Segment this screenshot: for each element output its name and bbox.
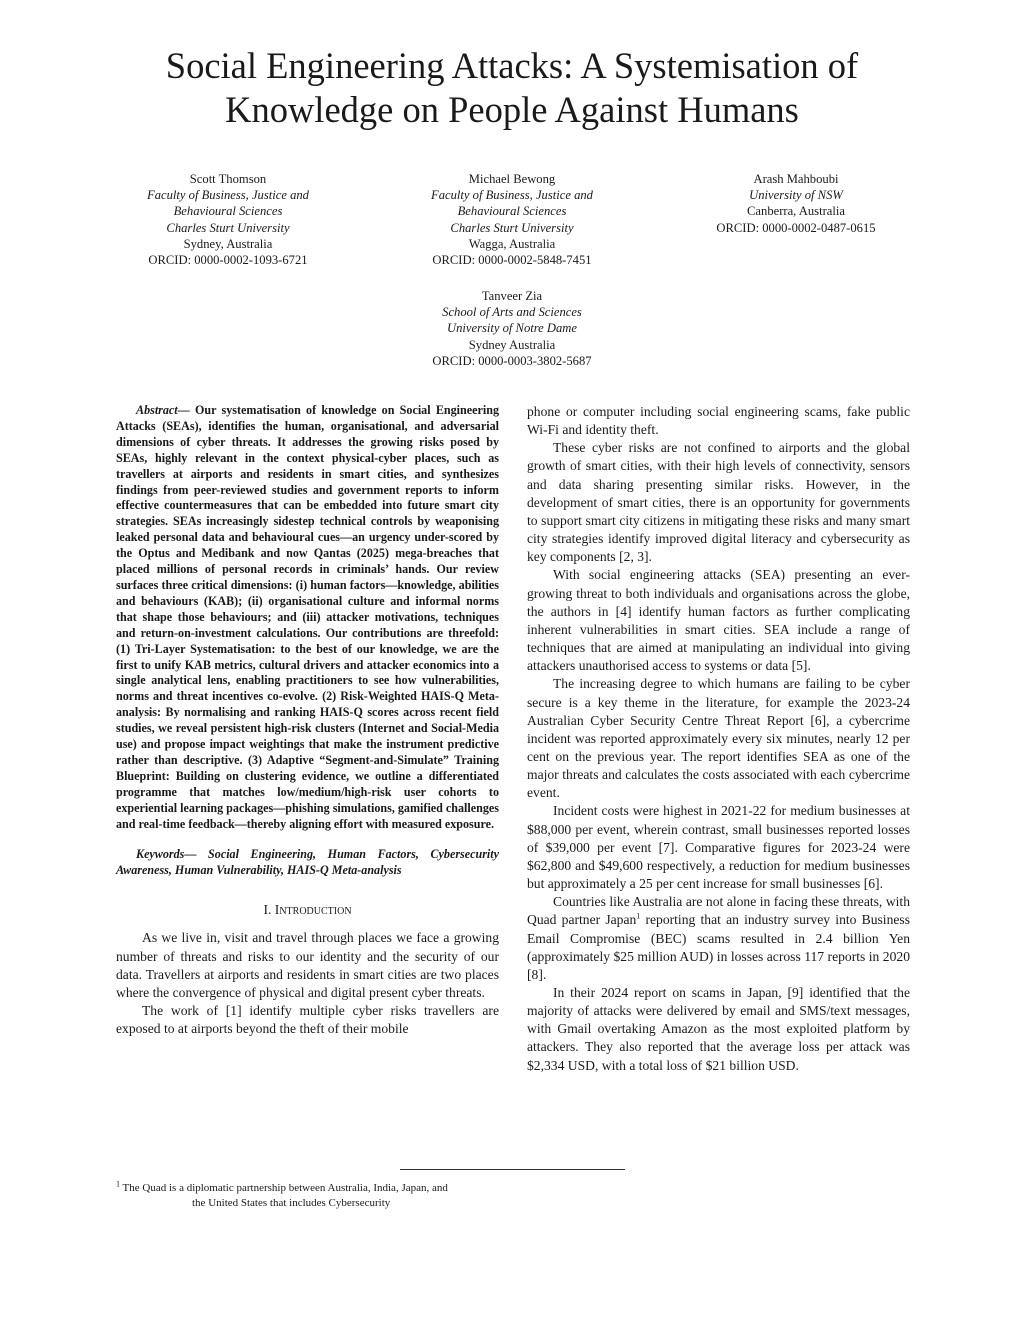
author-block-thomson <box>103 171 353 268</box>
abstract-dash: — <box>177 403 190 417</box>
footnote <box>116 1181 506 1211</box>
section-heading-introduction <box>116 901 499 919</box>
author-orcid: ORCID: 0000-0002-1093-6721 <box>148 253 308 268</box>
author-location: Sydney Australia <box>468 337 556 352</box>
author-block-mahboubi <box>671 171 921 236</box>
title-line-2: Knowledge on People Against Humans <box>225 89 799 130</box>
author-orcid: ORCID: 0000-0003-3802-5687 <box>432 353 592 368</box>
quad-text-after: reporting that an industry survey into Business Email Compromise (BEC) scams resulted in 2.4 billion Yen (approximately $25 million AUD) in losses across 117 reports in 2020 [8]. <box>527 912 910 982</box>
author-affiliation: University of Notre Dame <box>447 321 577 336</box>
keywords <box>116 847 499 879</box>
author-affiliation: University of NSW <box>749 188 843 203</box>
right-column <box>527 403 910 1075</box>
paper-title <box>60 44 964 132</box>
author-location: Sydney, Australia <box>183 236 273 251</box>
author-block-bewong <box>387 171 637 268</box>
author-name: Scott Thomson <box>189 172 267 186</box>
author-affiliation: Charles Sturt University <box>166 220 290 235</box>
author-affiliation: Charles Sturt University <box>450 220 574 235</box>
abstract-text: Our systematisation of knowledge on Social Engineering Attacks (SEAs), identifies the human, organisational, and adversarial dimensions of cyber threats. It addresses the growing risks posed by SEAs, highly relevant in the context physical-cyber places, such as travellers at airports and residents in smart cities, and synthesizes findings from peer-reviewed studies and government reports to inform effective countermeasures that can be embedded into future smart city strategies. SEAs increasingly sidestep technical controls by weaponising leaked personal data and behavioural cues—an urgency under-scored by the Optus and Medibank and now Qantas (2025) mega-breaches that placed millions of personal records in criminals’ hands. Our review surfaces three critical dimensions: (i) human factors—knowledge, abilities and behaviours (KAB); (ii) organisational culture and informal norms that shape those behaviours; and (iii) attacker motivations, techniques and return-on-investment calculations. Our contributions are threefold: (1) Tri-Layer Systematisation: to the best of our knowledge, we are the first to unify KAB metrics, cultural drivers and attacker economics into a single analytical lens, enabling practitioners to see how vulnerabilities, norms and threat incentives co-evolve. (2) Risk-Weighted HAIS-Q Meta-analysis: By normalising and ranking HAIS-Q scores across recent field studies, we reveal persistent high-risk clusters (Internet and Social-Media use) and propose impact weightings that make the instrument predictive rather than descriptive. (3) Adaptive “Segment-and-Simulate” Training Blueprint: Building on clustering evidence, we outline a differentiated programme that matches low/medium/high-risk user cohorts to experiential learning packages—phishing simulations, gamified challenges and real-time feedback—thereby aligning effort with measured exposure. <box>116 403 499 831</box>
section-number: I. <box>263 902 272 918</box>
abstract <box>116 403 499 832</box>
author-name: Arash Mahboubi <box>753 172 839 186</box>
author-name: Michael Bewong <box>468 172 556 186</box>
author-location: Canberra, Australia <box>747 204 845 219</box>
author-affiliation: Faculty of Business, Justice and <box>147 188 309 203</box>
author-affiliation: Behavioural Sciences <box>457 204 567 219</box>
paragraph: Incident costs were highest in 2021-22 for medium businesses at $88,000 per event, wherein contrast, small businesses reported losses of $39,000 per event [7]. Comparative figures for 2023-24 were $62,800 and $49,600 respectively, a reduction for medium businesses but approximately a 25 per cent increase for small businesses [6]. <box>527 803 910 892</box>
paragraph: With social engineering attacks (SEA) presenting an ever-growing threat to both individuals and organisations across the globe, the authors in [4] identify human factors as further complicating inherent vulnerabilities in smart cities. SEA include a range of techniques that are aimed at manipulating an individual into giving attackers unauthorised access to systems or data [5]. <box>527 567 910 674</box>
abstract-label: Abstract <box>136 403 178 417</box>
author-affiliation: School of Arts and Sciences <box>442 305 582 320</box>
footnote-ref: 1 <box>636 911 641 921</box>
section-title: Introduction <box>274 902 352 918</box>
paragraph: In their 2024 report on scams in Japan, [9] identified that the majority of attacks were delivered by email and SMS/text messages, with Gmail overtaking Amazon as the most exploited platform by attackers. They also reported that the average loss per attack was $2,334 USD, with a total loss of $21 billion USD. <box>527 985 910 1073</box>
author-location: Wagga, Australia <box>468 236 556 251</box>
paragraph: The work of [1] identify multiple cyber risks travellers are exposed to at airports beyond the theft of their mobile <box>116 1003 499 1037</box>
paragraph: As we live in, visit and travel through places we face a growing number of threats and risks to our identity and the security of our data. Travellers at airports and residents in smart cities are two places where the convergence of physical and digital present cyber threats. <box>116 930 499 1000</box>
paragraph-quad <box>527 893 910 984</box>
author-affiliation: Faculty of Business, Justice and <box>431 188 593 203</box>
keywords-text: Social Engineering, Human Factors, Cybersecurity Awareness, Human Vulnerability, HAIS-Q Meta-analysis <box>116 847 499 878</box>
footnote-divider <box>400 1169 625 1170</box>
paragraph-continuation: phone or computer including social engineering scams, fake public Wi-Fi and identity theft. <box>527 404 910 438</box>
paragraph: The increasing degree to which humans are failing to be cyber secure is a key theme in the literature, for example the 2023-24 Australian Cyber Security Centre Threat Report [6], a cybercrime incident was reported approximately every six minutes, nearly 12 per cent on the previous year. The report identifies SEA as one of the major threats and calculates the costs associated with each cybercrime event. <box>527 676 910 801</box>
author-affiliation: Behavioural Sciences <box>173 204 283 219</box>
author-orcid: ORCID: 0000-0002-0487-0615 <box>716 220 876 235</box>
quad-text-before: Countries like Australia are not alone in facing these threats, with Quad partner Japan <box>527 894 910 928</box>
author-name: Tanveer Zia <box>481 289 543 303</box>
paragraph: These cyber risks are not confined to airports and the global growth of smart cities, with their high levels of connectivity, sensors and data sharing presenting similar risks. However, in the development of smart cities, there is an opportunity for governments to support smart city citizens in mitigating these risks and many smart city strategies identify improved digital literacy and cybersecurity as key components [2, 3]. <box>527 440 910 565</box>
keywords-label: Keywords <box>136 847 185 862</box>
footnote-line-1: The Quad is a diplomatic partnership between Australia, India, Japan, and <box>120 1182 448 1194</box>
left-column <box>116 403 499 1038</box>
author-block-zia <box>387 288 637 369</box>
footnote-line-2: the United States that includes Cybersecurity <box>192 1197 391 1209</box>
footnote-marker: 1 <box>116 1179 120 1189</box>
author-orcid: ORCID: 0000-0002-5848-7451 <box>432 253 592 268</box>
keywords-dash: — <box>184 847 197 862</box>
title-line-1: Social Engineering Attacks: A Systemisation of <box>165 45 859 86</box>
